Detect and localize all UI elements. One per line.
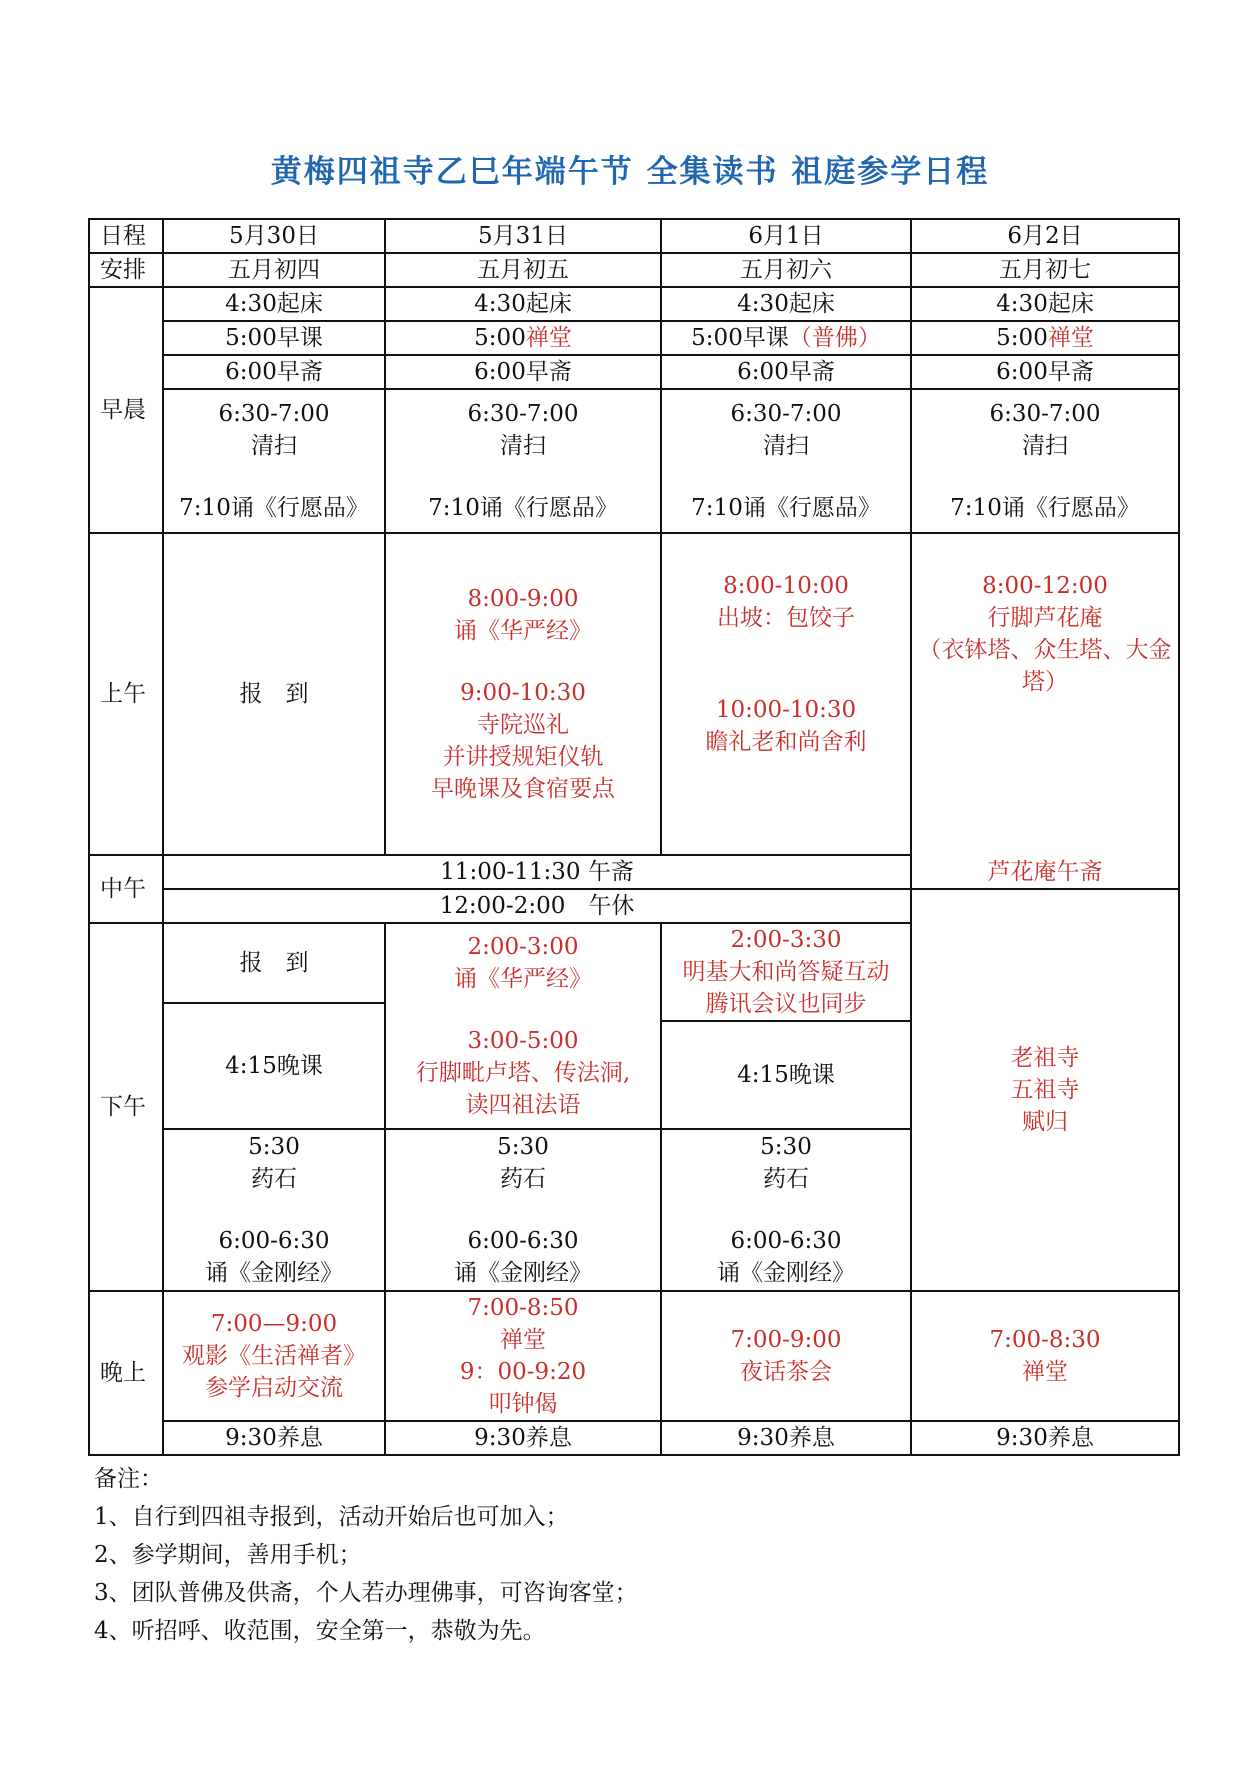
item-time: 2:00-3:00 bbox=[467, 934, 579, 960]
clean-name: 清扫 bbox=[1022, 433, 1068, 459]
rest-day-2: 9:30养息 bbox=[385, 1421, 661, 1455]
item-text: 行脚毗卢塔、传法洞, bbox=[415, 1060, 631, 1086]
item-time: 9：00-9:20 bbox=[459, 1359, 587, 1385]
item-time: 7:00-8:50 bbox=[467, 1295, 579, 1321]
section-morning: 早晨 bbox=[89, 287, 163, 533]
cleaning-day-4 bbox=[911, 389, 1179, 533]
chan-hall-label: 禅堂 bbox=[525, 325, 572, 351]
row-cleaning bbox=[89, 389, 1179, 533]
header-row-dates bbox=[89, 219, 1179, 253]
lunar-day-2: 五月初五 bbox=[385, 253, 661, 287]
wake-day-2: 4:30起床 bbox=[385, 287, 661, 321]
item-time: 7:00-8:30 bbox=[989, 1327, 1101, 1353]
lunar-day-4: 五月初七 bbox=[911, 253, 1179, 287]
item-text: 五祖寺 bbox=[1010, 1077, 1080, 1103]
row-breakfast bbox=[89, 355, 1179, 389]
rest-day-3: 9:30养息 bbox=[661, 1421, 911, 1455]
item-text: 瞻礼老和尚舍利 bbox=[705, 729, 867, 755]
clean-name: 清扫 bbox=[251, 433, 297, 459]
cleaning-day-2 bbox=[385, 389, 661, 533]
item-text: 诵《华严经》 bbox=[454, 966, 592, 992]
row-rest-night bbox=[89, 1421, 1179, 1455]
section-afternoon: 下午 bbox=[89, 923, 163, 1291]
item-time: 10:00-10:30 bbox=[715, 697, 857, 723]
section-evening: 晚上 bbox=[89, 1291, 163, 1455]
note-item: 4、听招呼、收范围，安全第一，恭敬为先。 bbox=[94, 1618, 546, 1644]
row-rest bbox=[89, 889, 1179, 923]
note-item: 3、团队普佛及供斋，个人若办理佛事，可咨询客堂； bbox=[94, 1580, 638, 1606]
evening-day-1 bbox=[163, 1291, 385, 1421]
section-forenoon: 上午 bbox=[89, 533, 163, 855]
item-text: 参学启动交流 bbox=[205, 1375, 343, 1401]
item-text: 禅堂 bbox=[500, 1327, 546, 1353]
wake-day-4: 4:30起床 bbox=[911, 287, 1179, 321]
item-text: 腾讯会议也同步 bbox=[705, 991, 867, 1017]
header-label-schedule: 日程 bbox=[89, 219, 163, 253]
afternoon-day-3 bbox=[661, 923, 911, 1021]
date-day-1: 5月30日 bbox=[163, 219, 385, 253]
row-morning-class bbox=[89, 321, 1179, 355]
item-time: 2:00-3:30 bbox=[730, 927, 842, 953]
item-text: 行脚芦花庵 bbox=[987, 605, 1103, 631]
dinner-time: 5:30 bbox=[497, 1134, 549, 1160]
evening-day-3 bbox=[661, 1291, 911, 1421]
sutra-name: 诵《金刚经》 bbox=[717, 1260, 855, 1286]
item-text: 诵《华严经》 bbox=[454, 618, 592, 644]
forenoon-day-2 bbox=[385, 533, 661, 855]
item-text: 观影《生活禅者》 bbox=[182, 1343, 366, 1369]
afternoon-day-2 bbox=[385, 923, 661, 1129]
notes-section bbox=[94, 1460, 638, 1650]
dinner-name: 药石 bbox=[763, 1166, 809, 1192]
breakfast-day-3: 6:00早斋 bbox=[661, 355, 911, 389]
wake-day-3: 4:30起床 bbox=[661, 287, 911, 321]
sutra-time: 6:00-6:30 bbox=[218, 1228, 330, 1254]
item-text: 出坡：包饺子 bbox=[717, 605, 855, 631]
lunch-all: 11:00-11:30 午斋 bbox=[163, 855, 911, 889]
afternoon-day-4 bbox=[911, 889, 1179, 1291]
morning-class-day-1: 5:00早课 bbox=[163, 321, 385, 355]
item-time: 7:00-9:00 bbox=[730, 1327, 842, 1353]
chan-hall-label: 禅堂 bbox=[1047, 325, 1094, 351]
item-text: 老祖寺 bbox=[1010, 1045, 1080, 1071]
item-text: 赋归 bbox=[1022, 1109, 1068, 1135]
chant-text: 7:10诵《行愿品》 bbox=[691, 495, 881, 521]
date-day-3: 6月1日 bbox=[661, 219, 911, 253]
puja-note: （普佛） bbox=[788, 325, 881, 351]
forenoon-day-3 bbox=[661, 533, 911, 855]
chant-text: 7:10诵《行愿品》 bbox=[428, 495, 618, 521]
evening-class-day-1: 4:15晚课 bbox=[163, 1003, 385, 1129]
cleaning-day-1 bbox=[163, 389, 385, 533]
clean-time: 6:30-7:00 bbox=[218, 401, 330, 427]
page-title: 黄梅四祖寺乙巳年端午节 全集读书 祖庭参学日程 bbox=[270, 154, 990, 190]
item-text: 明基大和尚答疑互动 bbox=[682, 959, 890, 985]
rest-all: 12:00-2:00 午休 bbox=[163, 889, 911, 923]
evening-day-4 bbox=[911, 1291, 1179, 1421]
morning-class-day-2 bbox=[385, 321, 661, 355]
dinner-day-1 bbox=[163, 1129, 385, 1291]
morning-class-day-4 bbox=[911, 321, 1179, 355]
morning-class-time: 5:00早课 bbox=[691, 325, 789, 351]
item-text: 并讲授规矩仪轨 bbox=[442, 744, 604, 770]
row-evening bbox=[89, 1291, 1179, 1421]
clean-name: 清扫 bbox=[763, 433, 809, 459]
dinner-time: 5:30 bbox=[760, 1134, 812, 1160]
item-time: 7:00—9:00 bbox=[210, 1311, 338, 1337]
note-item: 2、参学期间，善用手机； bbox=[94, 1542, 362, 1568]
breakfast-day-1: 6:00早斋 bbox=[163, 355, 385, 389]
lunar-day-3: 五月初六 bbox=[661, 253, 911, 287]
sutra-name: 诵《金刚经》 bbox=[205, 1260, 343, 1286]
forenoon-day-4 bbox=[911, 533, 1179, 889]
item-time: 9:00-10:30 bbox=[460, 680, 586, 706]
item-text: 早晚课及食宿要点 bbox=[431, 776, 615, 802]
header-row-lunar bbox=[89, 253, 1179, 287]
item-text: （衣钵塔、众生塔、大金塔） bbox=[918, 637, 1172, 695]
item-time: 8:00-9:00 bbox=[467, 586, 579, 612]
rest-day-1: 9:30养息 bbox=[163, 1421, 385, 1455]
row-wake bbox=[89, 287, 1179, 321]
schedule-table bbox=[88, 218, 1180, 1456]
clean-time: 6:30-7:00 bbox=[989, 401, 1101, 427]
evening-day-2 bbox=[385, 1291, 661, 1421]
morning-class-day-3 bbox=[661, 321, 911, 355]
date-day-4: 6月2日 bbox=[911, 219, 1179, 253]
notes-heading: 备注： bbox=[94, 1466, 163, 1492]
afternoon-checkin-day-1: 报 到 bbox=[163, 923, 385, 1003]
item-text: 读四祖法语 bbox=[465, 1092, 581, 1118]
luhua-lunch: 芦花庵午斋 bbox=[987, 859, 1103, 885]
evening-class-day-3: 4:15晚课 bbox=[661, 1021, 911, 1129]
rest-day-4: 9:30养息 bbox=[911, 1421, 1179, 1455]
clean-time: 6:30-7:00 bbox=[467, 401, 579, 427]
note-item: 1、自行到四祖寺报到，活动开始后也可加入； bbox=[94, 1504, 569, 1530]
clean-time: 6:30-7:00 bbox=[730, 401, 842, 427]
dinner-name: 药石 bbox=[500, 1166, 546, 1192]
item-time: 3:00-5:00 bbox=[467, 1028, 579, 1054]
lunar-day-1: 五月初四 bbox=[163, 253, 385, 287]
sutra-name: 诵《金刚经》 bbox=[454, 1260, 592, 1286]
item-time: 8:00-12:00 bbox=[982, 573, 1108, 599]
item-text: 禅堂 bbox=[1022, 1359, 1068, 1385]
breakfast-day-2: 6:00早斋 bbox=[385, 355, 661, 389]
date-day-2: 5月31日 bbox=[385, 219, 661, 253]
forenoon-day-1: 报 到 bbox=[163, 533, 385, 855]
header-label-arrangement: 安排 bbox=[89, 253, 163, 287]
clean-name: 清扫 bbox=[500, 433, 546, 459]
breakfast-day-4: 6:00早斋 bbox=[911, 355, 1179, 389]
chant-text: 7:10诵《行愿品》 bbox=[179, 495, 369, 521]
sutra-time: 6:00-6:30 bbox=[730, 1228, 842, 1254]
morning-class-time: 5:00 bbox=[996, 325, 1048, 351]
row-forenoon bbox=[89, 533, 1179, 855]
cleaning-day-3 bbox=[661, 389, 911, 533]
morning-class-time: 5:00 bbox=[474, 325, 526, 351]
item-text: 寺院巡礼 bbox=[477, 712, 569, 738]
dinner-time: 5:30 bbox=[248, 1134, 300, 1160]
item-text: 叩钟偈 bbox=[488, 1391, 558, 1417]
item-time: 8:00-10:00 bbox=[723, 573, 849, 599]
chant-text: 7:10诵《行愿品》 bbox=[950, 495, 1140, 521]
section-noon: 中午 bbox=[89, 855, 163, 923]
wake-day-1: 4:30起床 bbox=[163, 287, 385, 321]
item-text: 夜话茶会 bbox=[740, 1359, 832, 1385]
dinner-day-2 bbox=[385, 1129, 661, 1291]
dinner-name: 药石 bbox=[251, 1166, 297, 1192]
sutra-time: 6:00-6:30 bbox=[467, 1228, 579, 1254]
dinner-day-3 bbox=[661, 1129, 911, 1291]
